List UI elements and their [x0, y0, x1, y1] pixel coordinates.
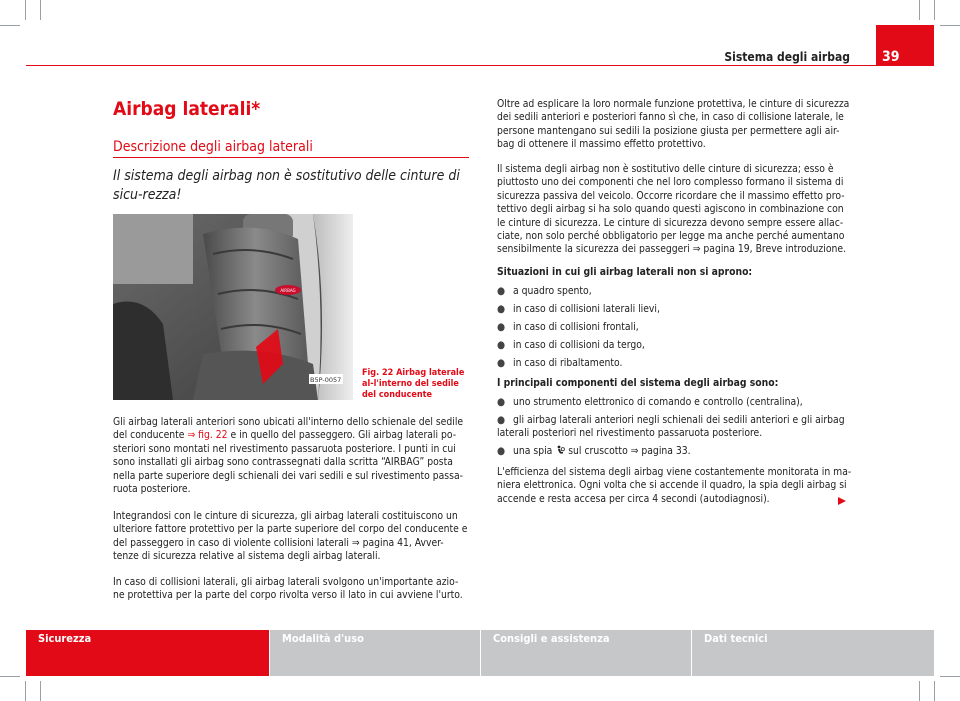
crop-mark — [40, 681, 41, 701]
list-item-text: in caso di collisioni da tergo, — [513, 339, 645, 351]
text-line: dei sedili anteriori e posteriori fanno sì che, in caso di collisione laterale, le — [497, 111, 844, 124]
airbag-label: AIRBAG — [280, 288, 296, 293]
text-line: Il sistema degli airbag non è sostitutivo delle cinture di sicurezza; esso è — [497, 163, 834, 175]
bullet-icon: ● — [497, 445, 506, 457]
page-number: 39 — [882, 49, 900, 65]
header-rule — [26, 65, 934, 66]
footer-tab-consigli[interactable] — [481, 630, 691, 676]
bullet-icon: ● — [497, 321, 506, 333]
text-span: sul cruscotto ⇒ pagina 33. — [568, 445, 691, 457]
text-line: niera elettronica. Ogni volta che si accende il quadro, la spia degli airbag si — [497, 479, 847, 492]
bullet-icon: ● — [497, 414, 506, 426]
text-line: accende e resta accesa per circa 4 secondi (autodiagnosi). — [497, 492, 770, 505]
text-line: In caso di collisioni laterali, gli airbag laterali svolgono un'importante azio- — [113, 576, 459, 588]
bullet-icon: ● — [497, 339, 506, 351]
bullet-icon: ● — [497, 357, 506, 369]
subheading: I principali componenti del sistema degli airbag sono: — [497, 377, 779, 389]
list-item-text: in caso di collisioni frontali, — [513, 321, 639, 333]
crop-mark — [0, 676, 20, 677]
text-line: tettivo degli airbag si ha solo quando questi agiscono in combinazione con — [497, 203, 844, 216]
page-number-tab — [876, 25, 934, 66]
crop-mark — [40, 0, 41, 20]
footer-tab-label: Consigli e assistenza — [493, 632, 610, 645]
text-line: steriori sono montati nel rivestimento passaruota posteriore. I punti in cui — [113, 442, 456, 455]
text-span: del conducente — [113, 429, 185, 442]
footer-tab-label: Sicurezza — [38, 632, 92, 645]
crop-mark — [25, 681, 26, 701]
list-item-text: a quadro spento, — [513, 285, 592, 297]
text-line — [113, 429, 469, 442]
paragraph — [497, 466, 853, 506]
text-line: ruota posteriore. — [113, 483, 191, 496]
text-line: Gli airbag laterali anteriori sono ubicati all'interno dello schienale del sedile — [113, 416, 464, 428]
subheading: Situazioni in cui gli airbag laterali non si aprono: — [497, 266, 753, 278]
figure-link[interactable]: ⇒ fig. 22 — [187, 429, 228, 442]
page-title: Airbag laterali* — [113, 98, 261, 120]
paragraph — [113, 576, 469, 603]
crop-mark — [934, 681, 935, 701]
footer-tab-sicurezza[interactable] — [26, 630, 269, 676]
figure-seat-airbag — [113, 214, 353, 400]
text-line: sono installati gli airbag sono contrassegnati dalla scritta “AIRBAG” posta — [113, 456, 453, 469]
text-span: una spia — [513, 445, 553, 457]
paragraph — [497, 163, 853, 257]
crop-mark — [940, 676, 960, 677]
paragraph — [497, 98, 853, 152]
list-item-text: in caso di collisioni laterali lievi, — [513, 303, 660, 315]
text-line: sensibilmente la sicurezza dei passeggeri ⇒ pagina 19, Breve introduzione. — [497, 243, 847, 256]
footer-tab-label: Modalità d'uso — [282, 632, 364, 645]
crop-mark — [940, 25, 960, 26]
paragraph — [113, 416, 469, 496]
footer-tab-label: Dati tecnici — [704, 632, 768, 645]
text-line: ulteriore fattore protettivo per la parte superiore del corpo del conducente e — [113, 523, 468, 536]
text-line: nella parte superiore degli schienali dei vari sedili e sul rivestimento passa- — [113, 469, 463, 482]
text-line: persone mantengano sui sedili la posizione giusta per permettere agli air- — [497, 124, 840, 137]
text-line: le cinture di sicurezza. Le cinture di sicurezza devono sempre essere allac- — [497, 216, 844, 229]
text-line: tenze di sicurezza relative al sistema degli airbag laterali. — [113, 550, 381, 563]
crop-mark — [934, 0, 935, 20]
list-item-text: in caso di ribaltamento. — [513, 357, 623, 369]
text-line: sicurezza passiva del veicolo. Occorre ricordare che il massimo effetto pro- — [497, 189, 845, 202]
airbag-warning-light-icon — [555, 445, 565, 455]
text-line: laterali posteriori nel rivestimento passaruota posteriore. — [497, 427, 763, 440]
list-item-text: uno strumento elettronico di comando e controllo (centralina), — [513, 396, 803, 408]
section-title: Sistema degli airbag — [724, 50, 850, 64]
text-line: ciate, non solo perché obbligatorio per legge ma anche perché aumentano — [497, 230, 845, 243]
figure-caption: Fig. 22 Airbag laterale al-l'interno del sedile del conducente — [362, 368, 465, 400]
crop-mark — [919, 681, 920, 701]
seat-illustration — [113, 214, 353, 400]
lead-text: Il sistema degli airbag non è sostitutivo delle cinture di sicu-rezza! — [113, 168, 460, 203]
bullet-icon: ● — [497, 303, 506, 315]
section-subtitle: Descrizione degli airbag laterali — [113, 139, 313, 155]
text-line: Oltre ad esplicare la loro normale funzione protettiva, le cinture di sicurezza — [497, 98, 850, 110]
text-line: bag di ottenere il massimo effetto protettivo. — [497, 138, 706, 151]
list-item-text — [513, 445, 853, 458]
text-line: piuttosto uno dei componenti che nel loro complesso formano il sistema di — [497, 176, 844, 189]
text-line: del passeggero in caso di violente collisioni laterali ⇒ pagina 41, Avver- — [113, 536, 444, 549]
text-line: ne protettiva per la parte del corpo rivolta verso il lato in cui avviene l'urto. — [113, 589, 463, 602]
continue-arrow-icon — [837, 491, 847, 510]
paragraph — [113, 510, 469, 564]
text-line: L'efficienza del sistema degli airbag viene costantemente monitorata in ma- — [497, 466, 852, 478]
subtitle-rule — [113, 157, 469, 158]
crop-mark — [919, 0, 920, 20]
text-line: Integrandosi con le cinture di sicurezza, gli airbag laterali costituiscono un — [113, 510, 458, 522]
figure-code: B5P-0057 — [310, 376, 342, 384]
list-item-text — [513, 414, 853, 427]
text-span: gli airbag laterali anteriori negli schienali dei sedili anteriori e gli airbag — [513, 414, 845, 426]
bullet-icon: ● — [497, 396, 506, 408]
bullet-icon: ● — [497, 285, 506, 297]
crop-mark — [25, 0, 26, 20]
footer-tab-modalita[interactable] — [270, 630, 480, 676]
crop-mark — [0, 25, 20, 26]
footer-tab-dati[interactable] — [692, 630, 934, 676]
text-span: e in quello del passeggero. Gli airbag laterali po- — [227, 429, 457, 442]
